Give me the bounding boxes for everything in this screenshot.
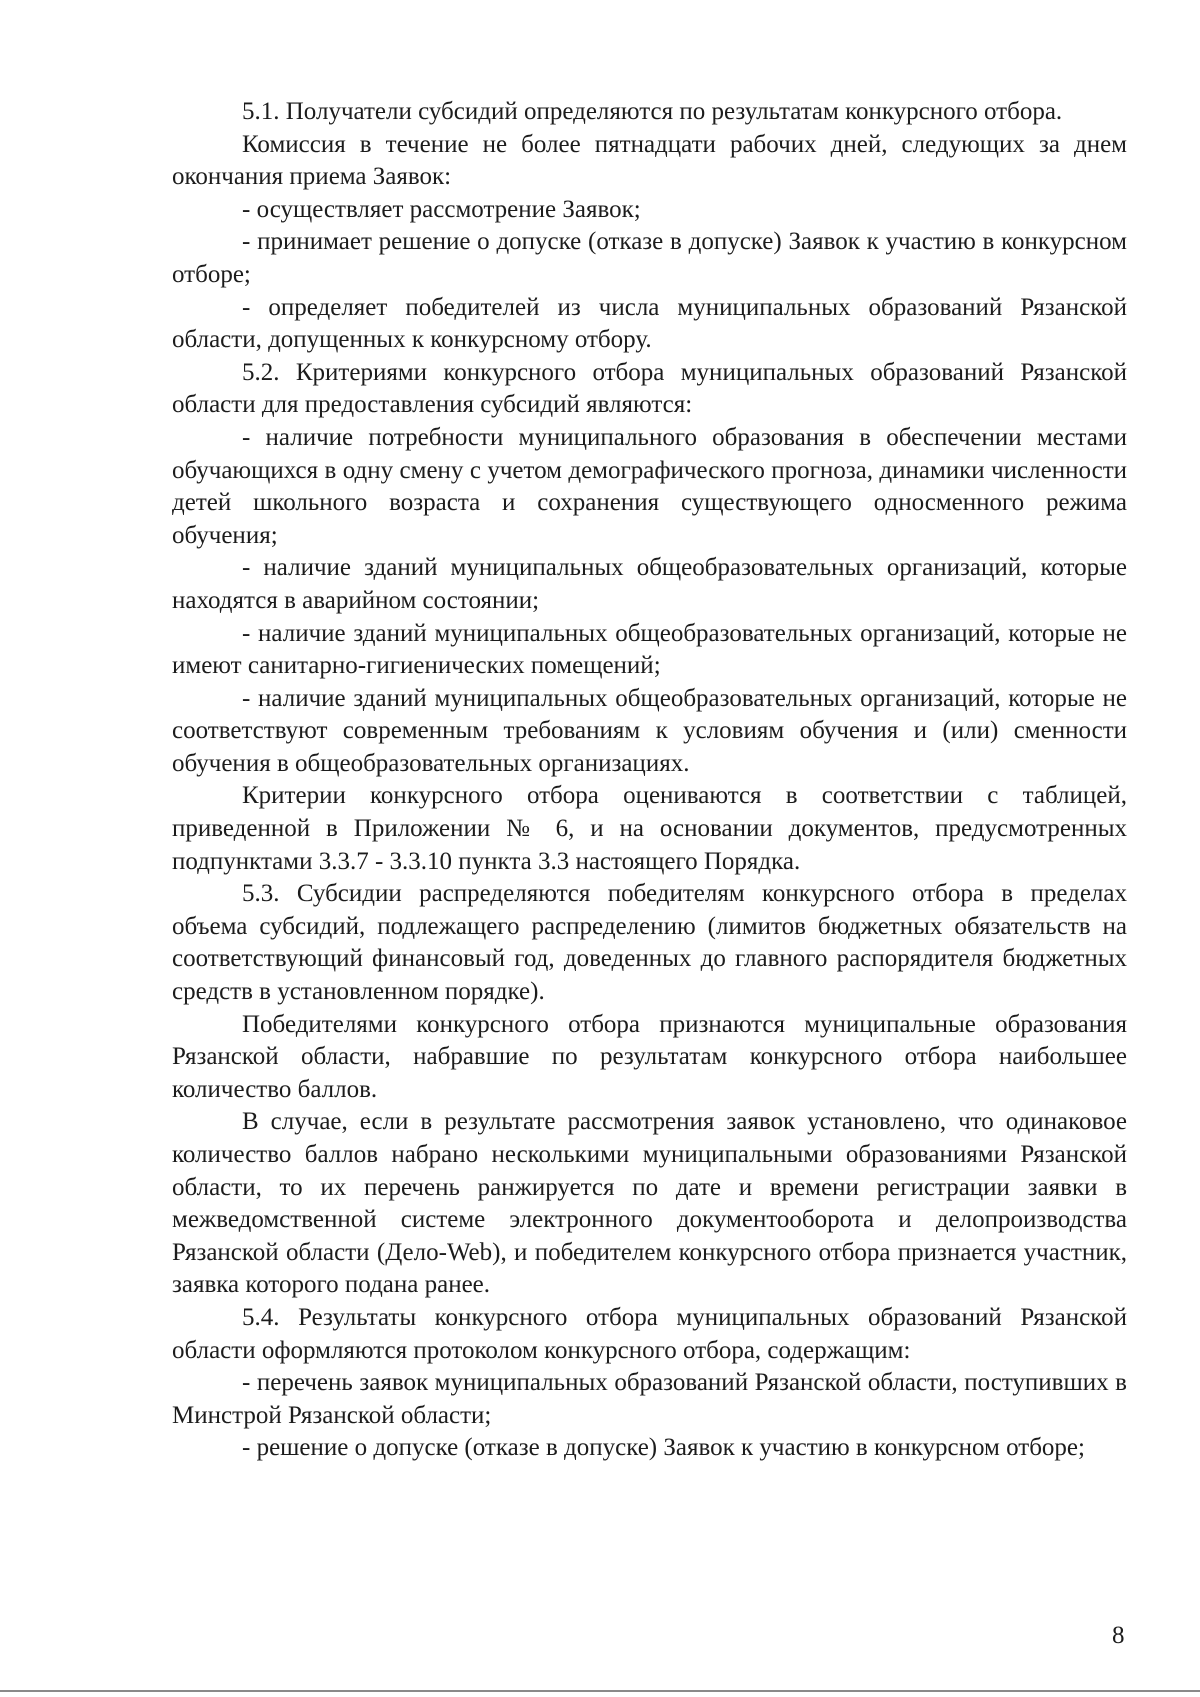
list-item-admission-decision: - принимает решение о допуске (отказе в допуске) Заявок к участию в конкурсном отборе; — [172, 228, 1127, 288]
paragraph-5-1: 5.1. Получатели субсидий определяются по результатам конкурсного отбора. — [242, 98, 1063, 125]
document-body — [172, 96, 1127, 1465]
scan-bottom-edge — [0, 1690, 1200, 1692]
list-item-criterion-requirements: - наличие зданий муниципальных общеобразовательных организаций, которые не соответствуют современным требованиям к условиям обучения и (или) сменности обучения в общеобразовательных организациях. — [172, 684, 1127, 777]
list-item-criterion-need: - наличие потребности муниципального образования в обеспечении местами обучающихся в одну смену с учетом демографического прогноза, динамики численности детей школьного возраста и сохранения существующего односменного режима обучения; — [172, 423, 1127, 549]
paragraph-5-2: 5.2. Критериями конкурсного отбора муниципальных образований Рязанской области для предоставления субсидий являются: — [172, 358, 1127, 419]
list-item-criterion-sanitary: - наличие зданий муниципальных общеобразовательных организаций, которые не имеют санитарно-гигиенических помещений; — [172, 619, 1127, 680]
paragraph-criteria-evaluation: Критерии конкурсного отбора оцениваются в соответствии с таблицей, приведенной в Приложении № 6, и на основании документов, предусмотренных подпунктами 3.3.7 - 3.3.10 пункта 3.3 настоящего Порядка. — [172, 782, 1127, 875]
list-item-review: - осуществляет рассмотрение Заявок; — [242, 195, 641, 223]
paragraph-winners: Победителями конкурсного отбора признаются муниципальные образования Рязанской области, набравшие по результатам конкурсного отбора наибольшее количество баллов. — [172, 1010, 1127, 1103]
paragraph-5-4: 5.4. Результаты конкурсного отбора муниципальных образований Рязанской области оформляются протоколом конкурсного отбора, содержащим: — [172, 1303, 1127, 1364]
paragraph-5-3: 5.3. Субсидии распределяются победителям конкурсного отбора в пределах объема субсидий, подлежащего распределению (лимитов бюджетных обязательств на соответствующий финансовый год, доведенных до главного распорядителя бюджетных средств в установленном порядке). — [172, 880, 1127, 1006]
list-item-winners: - определяет победителей из числа муниципальных образований Рязанской области, допущенных к конкурсному отбору. — [172, 293, 1127, 354]
page-number: 8 — [1112, 1622, 1125, 1649]
list-item-applications: - перечень заявок муниципальных образований Рязанской области, поступивших в Минстрой Рязанской области; — [172, 1369, 1127, 1429]
list-item-criterion-emergency: - наличие зданий муниципальных общеобразовательных организаций, которые находятся в аварийном состоянии; — [172, 554, 1127, 614]
paragraph-commission: Комиссия в течение не более пятнадцати рабочих дней, следующих за днем окончания приема Заявок: — [172, 130, 1127, 191]
list-item-admission: - решение о допуске (отказе в допуске) Заявок к участию в конкурсном отборе; — [242, 1434, 1085, 1462]
paragraph-tie-break: В случае, если в результате рассмотрения заявок установлено, что одинаковое количество баллов набрано несколькими муниципальными образованиями Рязанской области, то их перечень ранжируется по дате и времени регистрации заявки в межведомственной системе электронного документооборота и делопроизводства Рязанской области (Дело-Web), и победителем конкурсного отбора признается участник, заявка которого подана ранее. — [172, 1108, 1127, 1299]
